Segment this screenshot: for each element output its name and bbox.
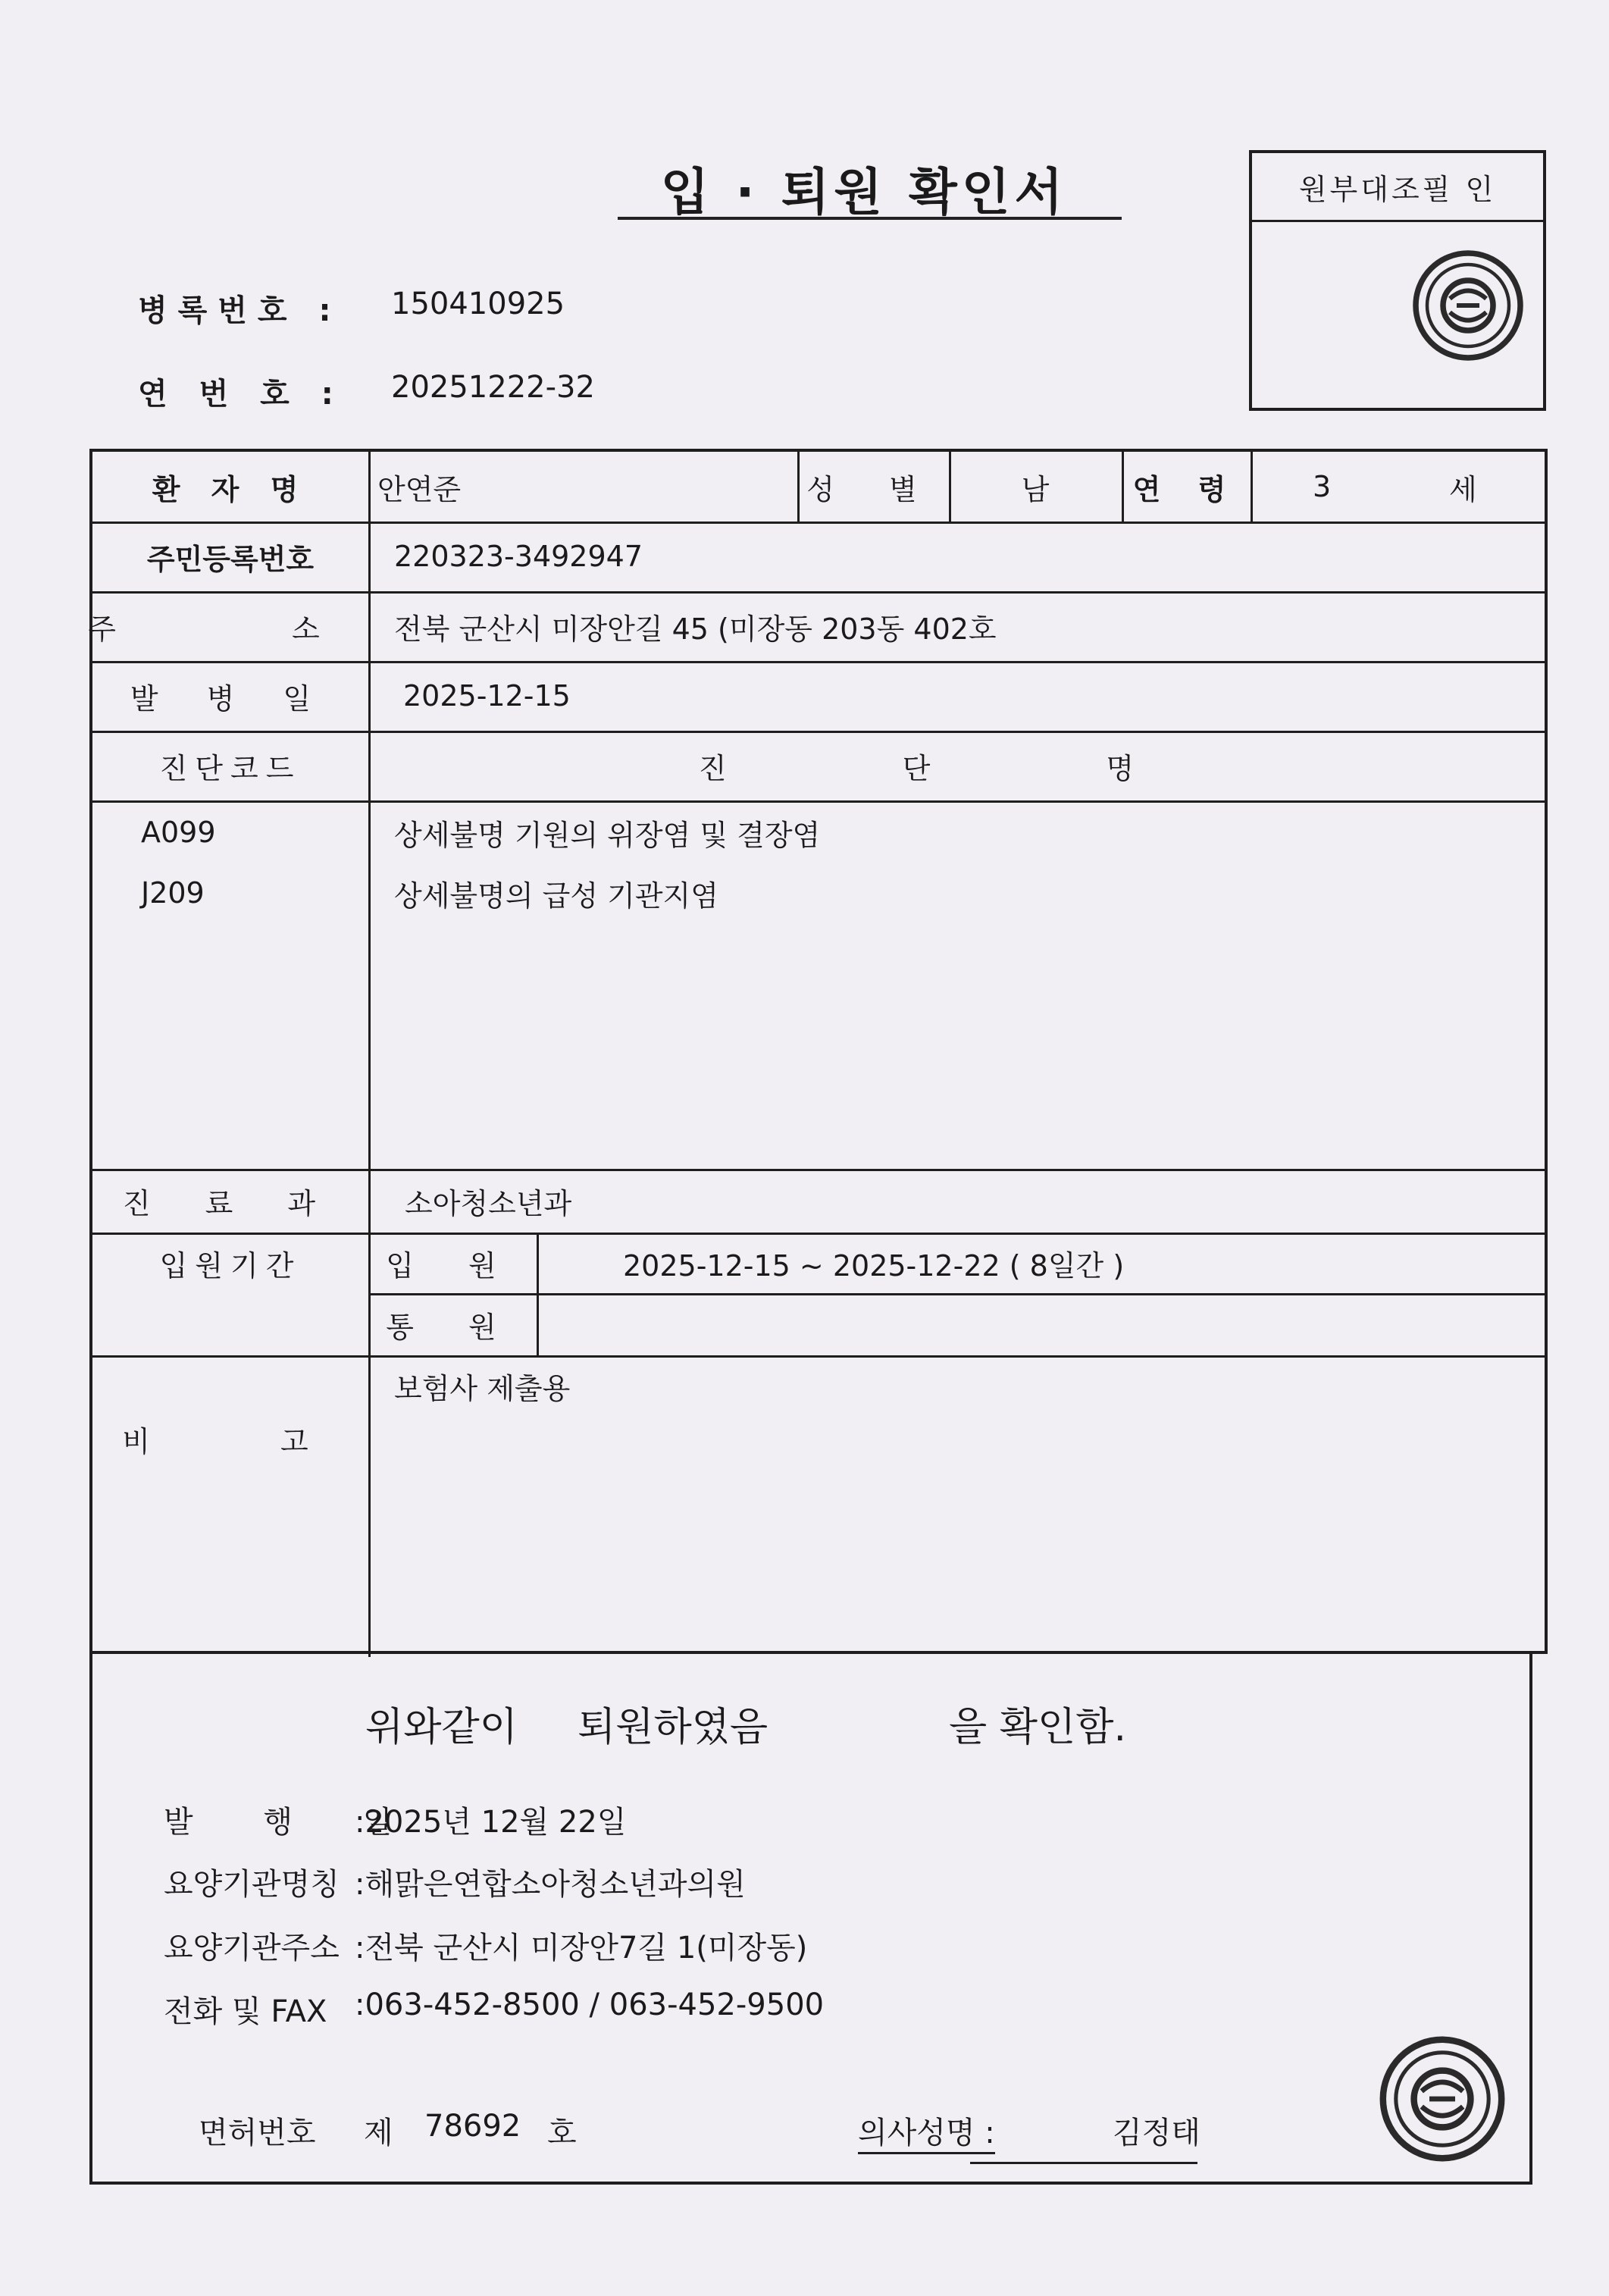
tel-fax: :063-452-8500 / 063-452-9500 <box>355 1987 825 2022</box>
stamp-box-label: 원부대조필 인 <box>1252 153 1543 222</box>
confirm-text-a: 위와같이 <box>365 1705 518 1750</box>
issue-date-label: 발 행 일 <box>164 1805 423 1840</box>
address-label: 주 소 <box>88 612 403 646</box>
age-label: 연 령 <box>1132 472 1240 506</box>
diagnosis-name-1: 상세불명 기원의 위장염 및 결장염 <box>394 818 821 852</box>
patient-name-label: 환 자 명 <box>152 472 309 506</box>
record-number-label: 병록번호 : <box>138 293 342 328</box>
serial-number: 20251222-32 <box>391 370 595 405</box>
onset-label: 발 병 일 <box>130 681 331 716</box>
confirm-text-b: 퇴원하였음 <box>578 1705 769 1750</box>
record-number-row <box>138 287 341 330</box>
period-label: 입원기간 <box>159 1248 302 1283</box>
diagnosis-code-header: 진단코드 <box>159 751 302 785</box>
outpatient-label: 통 원 <box>386 1310 519 1344</box>
patient-age: 3 <box>1313 470 1332 503</box>
remarks: 보험사 제출용 <box>394 1371 571 1405</box>
diagnosis-name-2: 상세불명의 급성 기관지염 <box>394 879 718 913</box>
license-label: 면허번호 <box>199 2116 316 2150</box>
org-name-label: 요양기관명칭 <box>164 1867 340 1902</box>
patient-rrn: 220323-3492947 <box>394 540 643 573</box>
serial-number-row <box>138 370 344 413</box>
verification-stamp-box <box>1249 150 1546 411</box>
org-address-label: 요양기관주소 <box>164 1931 340 1966</box>
sex-label: 성 별 <box>806 472 940 506</box>
remarks-label: 비 고 <box>122 1424 369 1458</box>
doctor-name: 김정태 <box>1113 2116 1200 2150</box>
patient-sex: 남 <box>1021 472 1050 506</box>
rrn-label: 주민등록번호 <box>146 542 315 576</box>
confirmation-section <box>89 1654 1532 2185</box>
seal-stamp-icon <box>1411 249 1525 362</box>
diagnosis-code-2: J209 <box>141 876 205 910</box>
patient-name: 안연준 <box>377 472 462 506</box>
title-underline <box>618 217 1122 220</box>
inpatient-label: 입 원 <box>386 1248 519 1283</box>
issue-date: :2025년 12월 22일 <box>355 1805 627 1840</box>
doctor-label: 의사성명 : <box>858 2109 995 2154</box>
age-unit: 세 <box>1449 472 1477 506</box>
record-number: 150410925 <box>391 287 565 321</box>
org-name: :해맑은연합소아청소년과의원 <box>355 1867 746 1902</box>
diagnosis-name-header: 진 단 명 <box>698 751 1218 785</box>
patient-address: 전북 군산시 미장안길 45 (미장동 203동 402호 <box>394 612 997 646</box>
confirm-text-c: 을 확인함. <box>949 1705 1126 1750</box>
org-address: :전북 군산시 미장안7길 1(미장동) <box>355 1931 808 1966</box>
license-number: 78692 <box>424 2109 521 2144</box>
serial-number-label: 연 번 호 : <box>138 377 344 412</box>
info-table <box>89 449 1548 1654</box>
signature-line <box>970 2162 1197 2164</box>
doctor-seal-icon <box>1378 2034 1507 2163</box>
outpatient-period <box>623 1293 1532 1355</box>
onset-date: 2025-12-15 <box>403 679 571 713</box>
document-title: 입 · 퇴원 확인서 <box>660 163 1068 221</box>
tel-fax-label: 전화 및 FAX <box>164 1994 327 2029</box>
license-suffix: 호 <box>547 2116 577 2150</box>
diagnosis-code-1: A099 <box>141 816 216 849</box>
dept-label: 진 료 과 <box>122 1186 339 1220</box>
inpatient-period: 2025-12-15 ~ 2025-12-22 ( 8일간 ) <box>623 1248 1125 1283</box>
department: 소아청소년과 <box>405 1186 572 1220</box>
license-prefix: 제 <box>364 2116 393 2150</box>
